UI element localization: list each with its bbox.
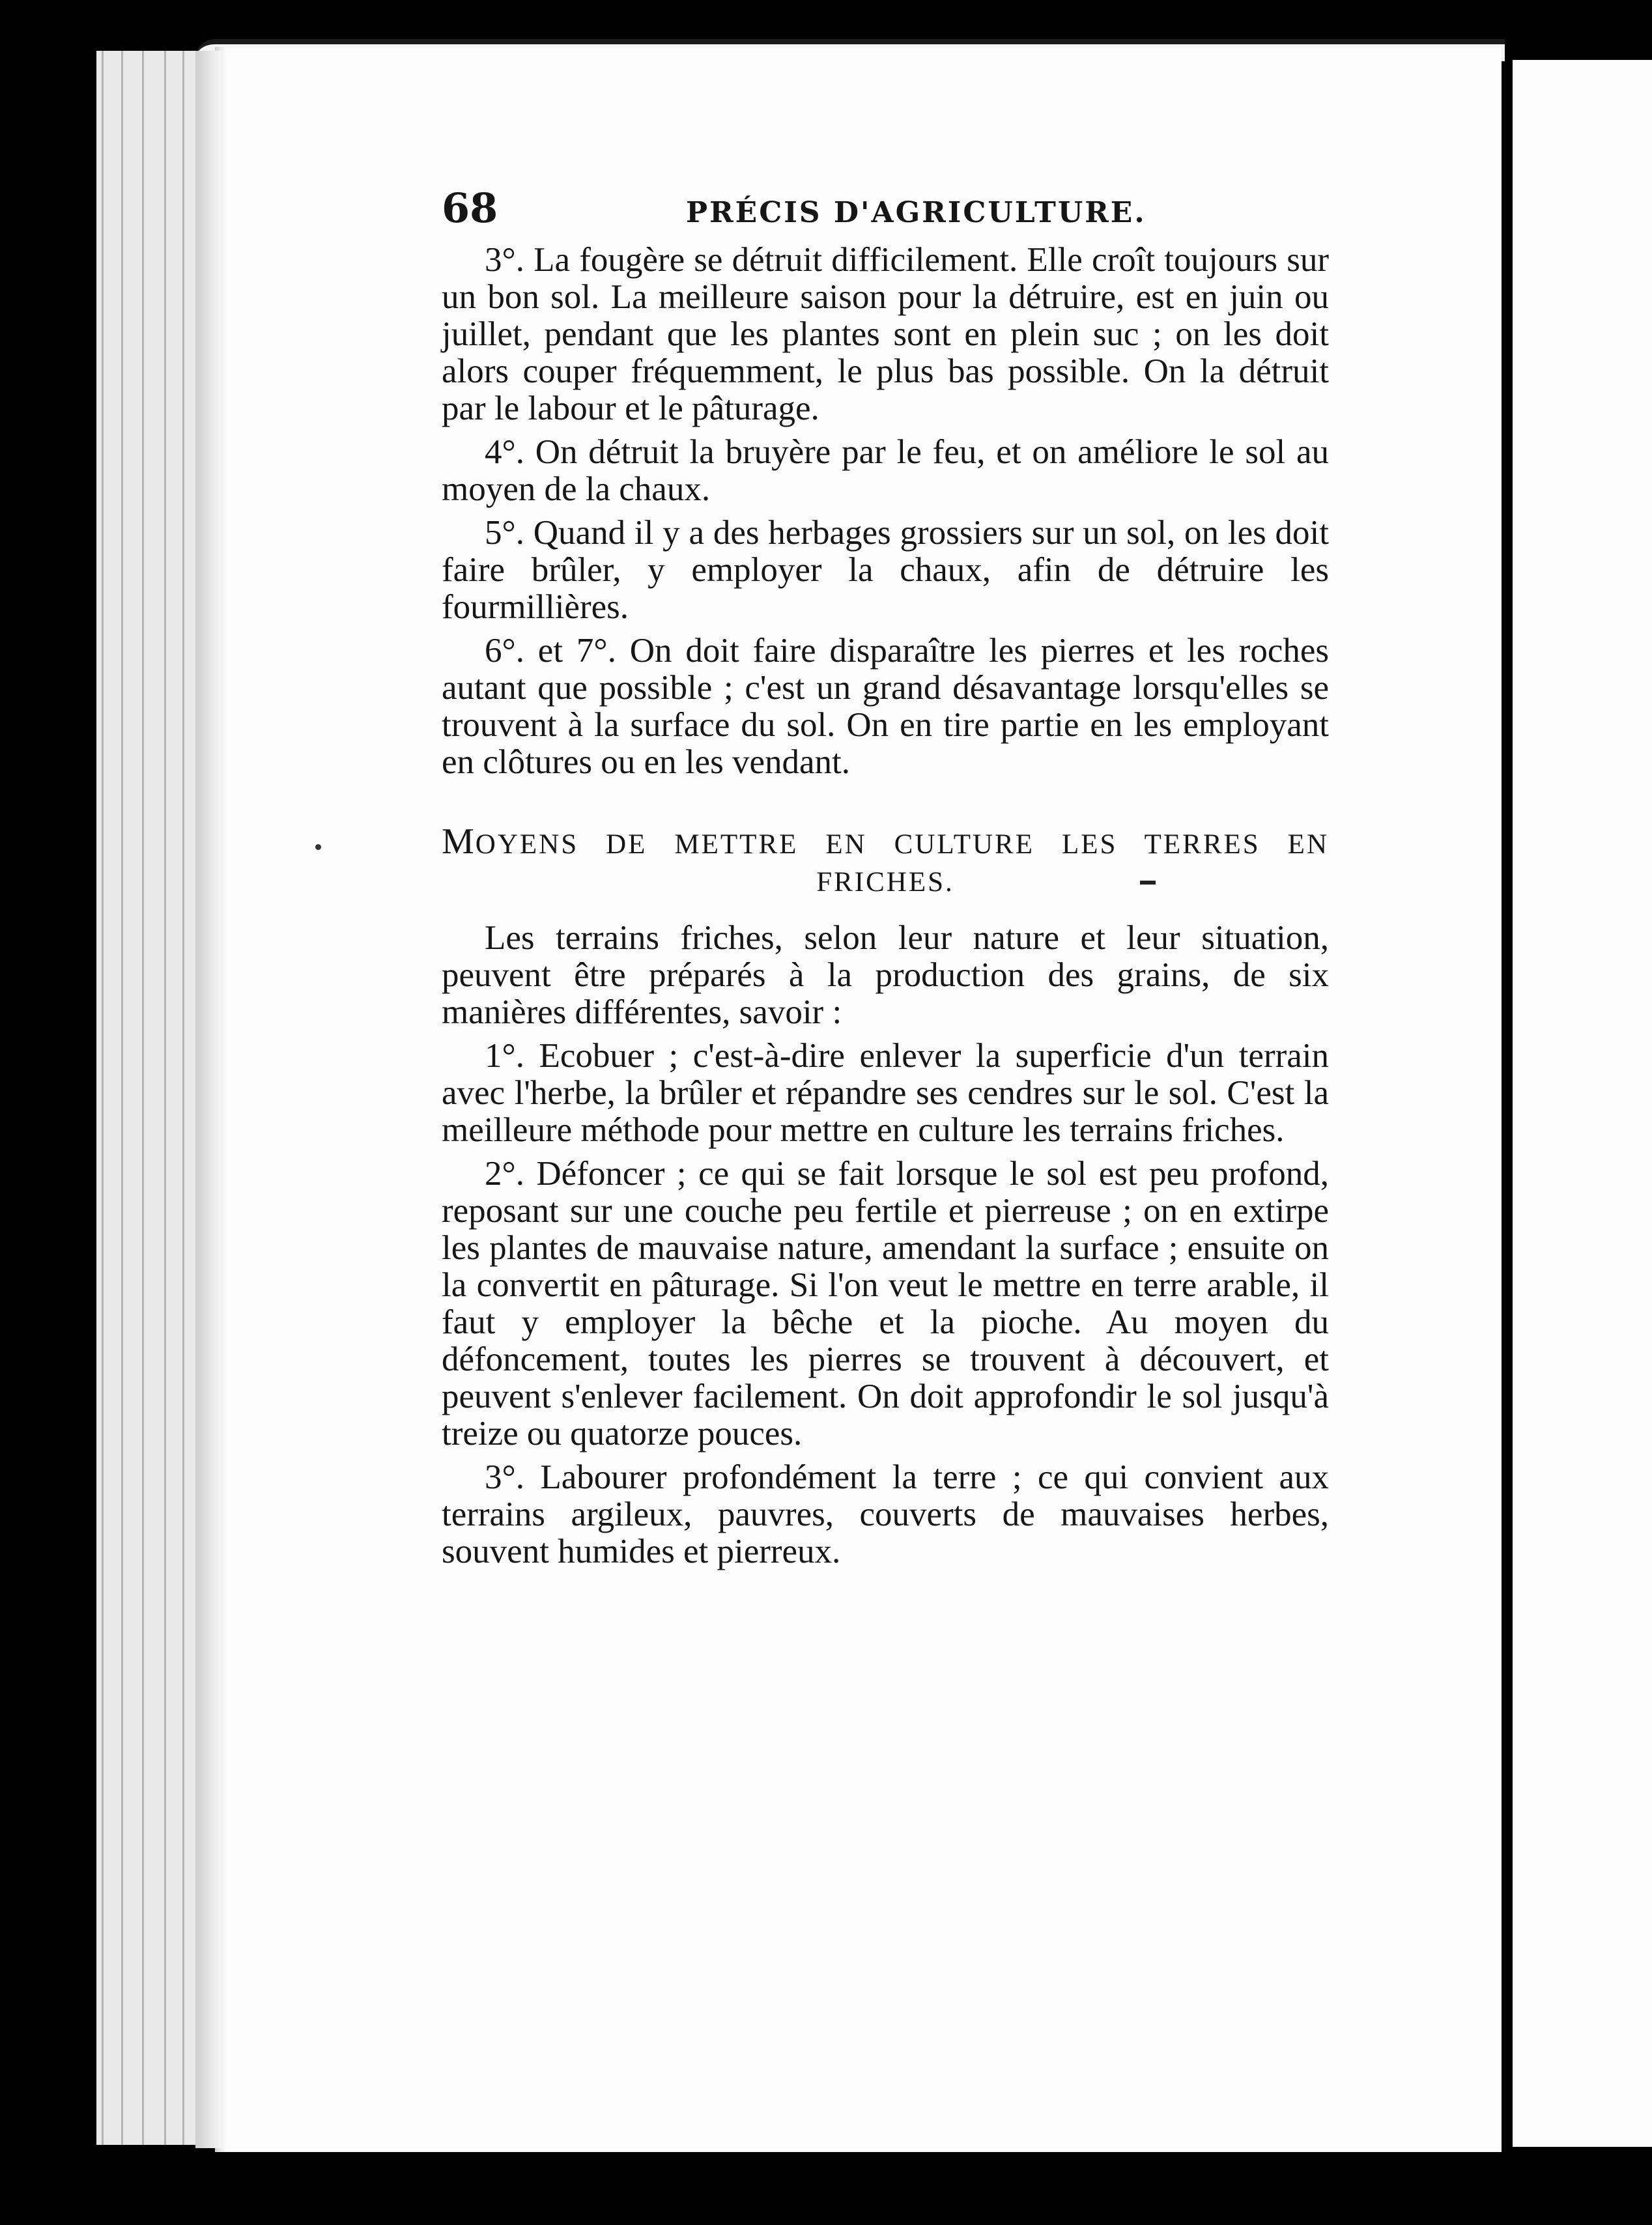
gutter-shadow	[195, 51, 221, 2148]
paragraph-herbages: 5°. Quand il y a des herbages grossiers sur un sol, on les doit faire brûler, y employer la chaux, afin de détruire les fourmillières.	[442, 514, 1329, 626]
section-heading-text: OYENS DE METTRE EN CULTURE LES TERRES EN FRICHES.	[475, 829, 1329, 898]
paragraph-pierres: 6°. et 7°. On doit faire disparaître les pierres et les roches autant que possible ; c'est un grand désavantage lorsqu'elles se trouvent à la surface du sol. On en tire partie en les employant en clôtures ou en les vendant.	[442, 632, 1329, 781]
leaf-edge	[102, 51, 104, 2145]
page-text	[442, 179, 1329, 1577]
dash-mark	[1140, 881, 1156, 885]
leaf-edge	[121, 51, 123, 2145]
paragraph-bruyere: 4°. On détruit la bruyère par le feu, et on améliore le sol au moyen de la chaux.	[442, 433, 1329, 508]
paragraph-defoncer: 2°. Défoncer ; ce qui se fait lorsque le sol est peu profond, reposant sur une couche peu fertile et pierreuse ; on en extirpe les plantes de mauvaise nature, amendant la surface ; ensuite on la convertit en pâturage. Si l'on veut le mettre en terre arable, il faut y employer la bêche et la pioche. Au moyen du défoncement, toutes les pierres se trouvent à découvert, et peuvent s'enlever facilement. On doit approfondir le sol jusqu'à treize ou quatorze pouces.	[442, 1155, 1329, 1453]
running-head: PRÉCIS D'AGRICULTURE.	[686, 196, 1146, 229]
paragraph-ecobuer: 1°. Ecobuer ; c'est-à-dire enlever la superficie d'un terrain avec l'herbe, la brûler et répandre ses cendres sur le sol. C'est la meilleure méthode pour mettre en culture les terrains friches.	[442, 1037, 1329, 1149]
paragraph-fougere: 3°. La fougère se détruit difficilement. Elle croît toujours sur un bon sol. La meilleure saison pour la détruire, est en juin ou juillet, pendant que les plantes sont en plein suc ; on les doit alors couper fréquemment, le plus bas possible. On la détruit par le labour et le pâturage.	[442, 241, 1329, 427]
leaf-edge	[182, 51, 184, 2145]
margin-speck	[315, 844, 321, 850]
paragraph-intro: Les terrains friches, selon leur nature et leur situation, peuvent être préparés à la production des grains, de six manières différentes, savoir :	[442, 919, 1329, 1031]
section-heading	[442, 823, 1329, 901]
leaf-edge	[142, 51, 144, 2145]
leaf-edge	[164, 51, 166, 2145]
facing-page-edge	[1513, 60, 1652, 2147]
page-number: 68	[442, 184, 498, 232]
paragraph-labourer: 3°. Labourer profondément la terre ; ce qui convient aux terrains argileux, pauvres, couverts de mauvaises herbes, souvent humides et pierreux.	[442, 1458, 1329, 1570]
page-header	[442, 179, 1329, 242]
section-heading-initial: M	[442, 821, 476, 862]
